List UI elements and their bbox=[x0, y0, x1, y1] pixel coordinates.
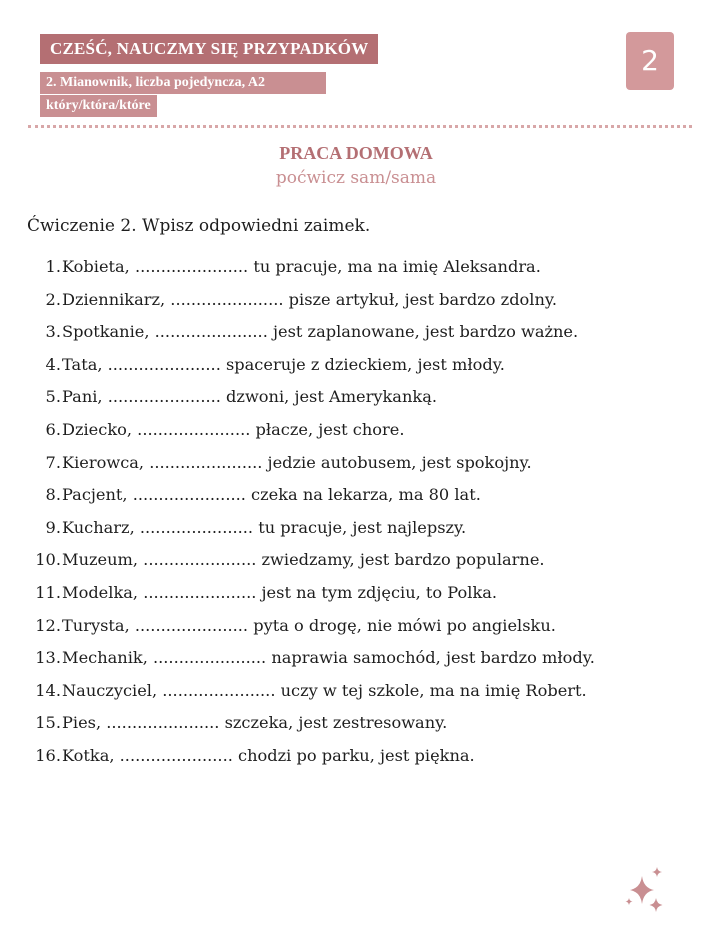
exercise-item bbox=[24, 710, 595, 743]
exercise-item bbox=[24, 352, 595, 385]
item-number: 7. bbox=[45, 452, 61, 472]
item-text: Pies, ...................... szczeka, jest zestresowany. bbox=[62, 713, 448, 733]
item-number: 9. bbox=[45, 517, 61, 537]
item-number: 8. bbox=[45, 485, 61, 505]
lesson-subtitle bbox=[40, 72, 326, 117]
item-number: 6. bbox=[45, 419, 61, 439]
item-number: 1. bbox=[45, 257, 61, 276]
item-text: Muzeum, ...................... zwiedzamy, jest bardzo popularne. bbox=[62, 550, 545, 570]
exercise-item bbox=[24, 547, 595, 580]
item-text: Modelka, ...................... jest na tym zdjęciu, to Polka. bbox=[62, 582, 498, 602]
exercise-item bbox=[24, 287, 595, 320]
exercise-item bbox=[24, 254, 595, 287]
item-text: Kierowca, ...................... jedzie autobusem, jest spokojny. bbox=[62, 452, 532, 472]
item-text: Dziennikarz, ...................... pisze artykuł, jest bardzo zdolny. bbox=[62, 289, 558, 309]
item-text: Pacjent, ...................... czeka na lekarza, ma 80 lat. bbox=[62, 485, 481, 505]
exercise-item bbox=[24, 678, 595, 711]
exercise-item bbox=[24, 613, 595, 646]
lesson-title: CZEŚĆ, NAUCZMY SIĘ PRZYPADKÓW bbox=[40, 34, 378, 64]
item-number: 13. bbox=[35, 648, 61, 668]
item-number: 5. bbox=[45, 387, 61, 407]
item-text: Kotka, ...................... chodzi po parku, jest piękna. bbox=[62, 745, 475, 765]
dotted-divider bbox=[28, 125, 692, 128]
exercise-item bbox=[24, 580, 595, 613]
exercise-item bbox=[24, 417, 595, 450]
exercise-list bbox=[24, 254, 595, 776]
item-text: Pani, ...................... dzwoni, jest Amerykanką. bbox=[62, 387, 437, 407]
exercise-item bbox=[24, 743, 595, 776]
exercise-instruction: Ćwiczenie 2. Wpisz odpowiedni zaimek. bbox=[27, 216, 371, 236]
item-number: 15. bbox=[35, 713, 61, 733]
item-text: Spotkanie, ...................... jest zaplanowane, jest bardzo ważne. bbox=[62, 322, 579, 342]
homework-title: PRACA DOMOWA bbox=[279, 143, 433, 163]
item-number: 16. bbox=[35, 745, 61, 765]
item-number: 4. bbox=[45, 354, 61, 374]
item-number: 10. bbox=[35, 550, 61, 570]
lesson-subtitle-line2: który/która/które bbox=[40, 95, 157, 117]
item-number: 2. bbox=[45, 289, 61, 309]
exercise-item bbox=[24, 384, 595, 417]
item-number: 3. bbox=[45, 322, 61, 342]
item-text: Mechanik, ...................... naprawia samochód, jest bardzo młody. bbox=[62, 648, 595, 668]
item-number: 12. bbox=[35, 615, 61, 635]
exercise-item bbox=[24, 645, 595, 678]
item-text: Nauczyciel, ...................... uczy w tej szkole, ma na imię Robert. bbox=[62, 680, 587, 700]
item-text: Tata, ...................... spaceruje z dzieckiem, jest młody. bbox=[62, 354, 505, 374]
lesson-subtitle-line1: 2. Mianownik, liczba pojedyncza, A2 bbox=[40, 72, 326, 94]
item-text: Kucharz, ...................... tu pracuje, jest najlepszy. bbox=[62, 517, 467, 537]
item-text: Dziecko, ...................... płacze, jest chore. bbox=[62, 419, 405, 439]
homework-subtitle: poćwicz sam/sama bbox=[275, 168, 437, 188]
item-number: 14. bbox=[35, 680, 61, 700]
item-text: Kobieta, ...................... tu pracuje, ma na imię Aleksandra. bbox=[62, 257, 541, 276]
page-number-badge: 2 bbox=[626, 32, 674, 90]
exercise-item bbox=[24, 515, 595, 548]
exercise-item bbox=[24, 482, 595, 515]
item-number: 11. bbox=[35, 582, 61, 602]
item-text: Turysta, ...................... pyta o drogę, nie mówi po angielsku. bbox=[62, 615, 556, 635]
exercise-item bbox=[24, 319, 595, 352]
sparkle-icon bbox=[622, 866, 668, 916]
exercise-item bbox=[24, 450, 595, 483]
